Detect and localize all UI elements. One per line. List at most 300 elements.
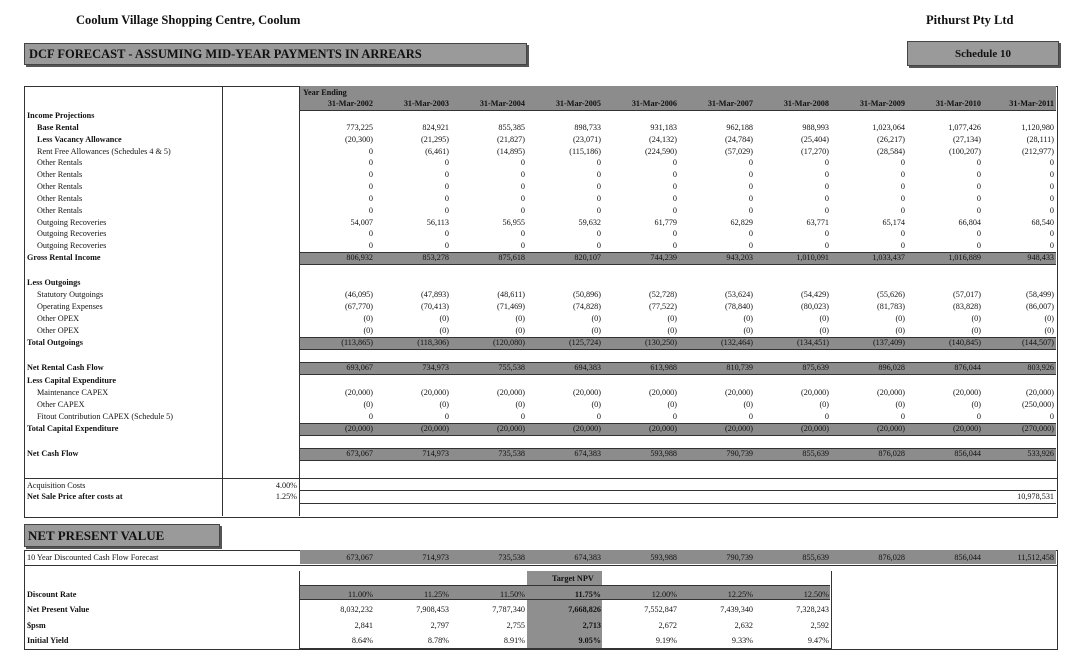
row-label: Outgoing Recoveries	[37, 229, 107, 238]
cell-value: (212,977)	[1021, 147, 1054, 156]
cell-value: 0	[824, 182, 829, 191]
cell-value: 855,639	[802, 449, 829, 458]
cell-value: (0)	[439, 314, 449, 323]
npv-value: 7,787,340	[492, 605, 525, 614]
npv-value: 11.50%	[500, 590, 525, 599]
row-label: Net Cash Flow	[27, 449, 79, 458]
cell-value: 0	[976, 241, 981, 250]
cell-value: 0	[900, 194, 905, 203]
cell-value: (0)	[667, 314, 677, 323]
cell-value: 875,618	[498, 253, 525, 262]
cell-value: (100,207)	[948, 147, 981, 156]
cell-value: (0)	[895, 314, 905, 323]
cell-value: (20,000)	[497, 424, 525, 433]
cell-value: (20,000)	[649, 424, 677, 433]
year-header: 31-Mar-2005	[555, 99, 601, 108]
cell-value: 0	[748, 412, 753, 421]
cell-value: (48,611)	[497, 290, 525, 299]
cell-value: 56,955	[502, 218, 525, 227]
document-title: Coolum Village Shopping Centre, Coolum	[76, 13, 301, 27]
cell-value: 66,804	[958, 218, 981, 227]
cell-value: (74,828)	[573, 302, 601, 311]
cell-value: 0	[824, 206, 829, 215]
cell-value: 0	[444, 158, 449, 167]
cell-value: (67,770)	[345, 302, 373, 311]
cell-value: (83,828)	[953, 302, 981, 311]
cell-value: 820,107	[574, 253, 601, 262]
cell-value: (20,000)	[421, 388, 449, 397]
cell-value: (0)	[971, 400, 981, 409]
cell-value: (140,845)	[948, 338, 981, 347]
cell-value: 0	[1049, 170, 1054, 179]
year-header: 31-Mar-2009	[859, 99, 905, 108]
cell-value: 0	[520, 182, 525, 191]
cell-value: (24,784)	[725, 135, 753, 144]
npv-value: 9.33%	[731, 636, 753, 645]
cell-value: 0	[748, 182, 753, 191]
forecast-value: 673,067	[346, 553, 373, 562]
cell-value: (52,728)	[649, 290, 677, 299]
cell-value: 1,077,426	[948, 123, 981, 132]
cell-value: (20,000)	[573, 424, 601, 433]
cell-value: (81,783)	[877, 302, 905, 311]
cell-value: 0	[824, 241, 829, 250]
cell-value: 0	[824, 412, 829, 421]
cell-value: 0	[596, 158, 601, 167]
cell-value: (21,827)	[497, 135, 525, 144]
cell-value: (24,132)	[649, 135, 677, 144]
cell-value: 0	[596, 241, 601, 250]
year-header: 31-Mar-2006	[631, 99, 677, 108]
cell-value: (115,186)	[569, 147, 601, 156]
cell-value: (20,000)	[421, 424, 449, 433]
cell-value: 673,067	[346, 449, 373, 458]
forecast-value: 11,512,458	[1017, 553, 1054, 562]
cell-value: 0	[672, 241, 677, 250]
cell-value: 0	[672, 412, 677, 421]
cell-value: 755,538	[498, 363, 525, 372]
year-header: 31-Mar-2007	[707, 99, 753, 108]
cell-value: 810,739	[726, 363, 753, 372]
npv-value: 11.00%	[348, 590, 373, 599]
cell-value: (144,507)	[1021, 338, 1054, 347]
cell-value: 0	[368, 241, 373, 250]
npv-value: 8.91%	[503, 636, 525, 645]
forecast-value: 674,383	[574, 553, 601, 562]
cell-value: 59,632	[578, 218, 601, 227]
row-label: Other Rentals	[37, 170, 83, 179]
cell-value: 931,183	[650, 123, 677, 132]
cell-value: 0	[748, 170, 753, 179]
cell-value: 1,120,980	[1021, 123, 1054, 132]
cell-value: (0)	[515, 400, 525, 409]
schedule-badge: Schedule 10	[907, 41, 1059, 66]
cell-value: (28,584)	[877, 147, 905, 156]
cell-value: (0)	[971, 326, 981, 335]
cell-value: 0	[368, 158, 373, 167]
cell-value: 855,385	[498, 123, 525, 132]
cell-value: 0	[368, 206, 373, 215]
cell-value: 0	[444, 182, 449, 191]
acq-divider	[24, 478, 1058, 479]
row-label: Other Rentals	[37, 194, 83, 203]
npv-value: 12.00%	[651, 590, 677, 599]
cell-value: 0	[672, 170, 677, 179]
cell-value: (46,095)	[345, 290, 373, 299]
row-label: Less Vacancy Allowance	[37, 135, 122, 144]
cell-value: 533,926	[1027, 449, 1054, 458]
row-label: Gross Rental Income	[27, 253, 101, 262]
npv-value: 2,841	[354, 621, 373, 630]
cell-value: 0	[672, 194, 677, 203]
sale-divider	[299, 490, 1056, 491]
target-npv-label: Target NPV	[552, 574, 594, 583]
acquisition-label: Acquisition Costs	[27, 481, 86, 490]
row-label: Other OPEX	[37, 326, 80, 335]
cell-value: (0)	[591, 314, 601, 323]
cell-value: (20,000)	[877, 388, 905, 397]
cell-value: 0	[1049, 229, 1054, 238]
cell-value: (0)	[439, 400, 449, 409]
cell-value: 0	[748, 206, 753, 215]
cell-value: (55,626)	[877, 290, 905, 299]
row-label: Fitout Contribution CAPEX (Schedule 5)	[37, 412, 174, 421]
row-label: Operating Expenses	[37, 302, 103, 311]
cell-value: (70,413)	[421, 302, 449, 311]
cell-value: (20,000)	[573, 388, 601, 397]
npv-value: 9.47%	[807, 636, 829, 645]
cell-value: 0	[900, 206, 905, 215]
cell-value: 0	[976, 158, 981, 167]
cell-value: 0	[1049, 158, 1054, 167]
cell-value: 1,023,064	[872, 123, 905, 132]
npv-value: 7,668,826	[568, 605, 601, 614]
cell-value: (58,499)	[1026, 290, 1054, 299]
row-label: Rent Free Allowances (Schedules 4 & 5)	[37, 147, 171, 156]
cell-value: 0	[900, 182, 905, 191]
cell-value: 0	[900, 158, 905, 167]
cell-value: 962,188	[726, 123, 753, 132]
npv-row-label: Net Present Value	[27, 605, 90, 614]
cell-value: 0	[1049, 194, 1054, 203]
cell-value: 0	[368, 170, 373, 179]
npv-value: 2,592	[810, 621, 829, 630]
cell-value: (27,134)	[953, 135, 981, 144]
cell-value: (0)	[971, 314, 981, 323]
cell-value: 54,007	[350, 218, 373, 227]
cell-value: 0	[748, 158, 753, 167]
cell-value: 0	[976, 229, 981, 238]
cell-value: 943,203	[726, 253, 753, 262]
cell-value: 0	[976, 194, 981, 203]
cell-value: (20,000)	[725, 424, 753, 433]
row-label: Less Outgoings	[27, 278, 81, 287]
cell-value: 0	[900, 241, 905, 250]
npv-value: 2,672	[658, 621, 677, 630]
cell-value: 0	[824, 194, 829, 203]
cell-value: (57,017)	[953, 290, 981, 299]
cell-value: 56,113	[426, 218, 449, 227]
forecast-value: 593,988	[650, 553, 677, 562]
year-ending-label: Year Ending	[303, 88, 347, 97]
cell-value: 806,932	[346, 253, 373, 262]
year-header: 31-Mar-2003	[403, 99, 449, 108]
npv-value: 11.75%	[574, 590, 601, 599]
npv-value: 12.50%	[803, 590, 829, 599]
cell-value: (20,000)	[725, 388, 753, 397]
net-sale-rate: 1.25%	[275, 492, 297, 501]
cell-value: (20,000)	[953, 424, 981, 433]
cell-value: (53,624)	[725, 290, 753, 299]
row-label: Statutory Outgoings	[37, 290, 104, 299]
cell-value: (125,724)	[568, 338, 601, 347]
cell-value: 694,383	[574, 363, 601, 372]
cell-value: (20,000)	[345, 424, 373, 433]
cell-value: (0)	[743, 400, 753, 409]
cell-value: (0)	[819, 400, 829, 409]
npv-banner: NET PRESENT VALUE	[24, 524, 220, 547]
cell-value: 0	[748, 229, 753, 238]
cell-value: 0	[824, 229, 829, 238]
cell-value: 0	[368, 182, 373, 191]
year-header: 31-Mar-2010	[935, 99, 981, 108]
cell-value: (20,000)	[801, 424, 829, 433]
cell-value: 824,921	[422, 123, 449, 132]
cell-value: 0	[1049, 241, 1054, 250]
row-label: Less Capital Expenditure	[27, 376, 117, 385]
row-label: Outgoing Recoveries	[37, 241, 107, 250]
row-label: Total Outgoings	[27, 338, 83, 347]
forecast-value: 855,639	[802, 553, 829, 562]
cell-value: (25,404)	[801, 135, 829, 144]
cell-value: (26,217)	[877, 135, 905, 144]
cell-value: 0	[444, 412, 449, 421]
npv-forecast-label: 10 Year Discounted Cash Flow Forecast	[27, 553, 159, 562]
cell-value: (0)	[1044, 326, 1054, 335]
npv-value: 2,755	[506, 621, 525, 630]
row-label: Other Rentals	[37, 182, 83, 191]
cell-value: (0)	[363, 326, 373, 335]
cell-value: 0	[520, 194, 525, 203]
cell-value: (20,000)	[497, 388, 525, 397]
npv-value: 2,797	[430, 621, 449, 630]
cell-value: 0	[824, 158, 829, 167]
cell-value: 734,973	[422, 363, 449, 372]
cell-value: (17,270)	[801, 147, 829, 156]
year-header: 31-Mar-2011	[1009, 99, 1054, 108]
cell-value: 63,771	[806, 218, 829, 227]
cell-value: (0)	[819, 314, 829, 323]
cell-value: 0	[368, 147, 373, 156]
cell-value: 61,779	[654, 218, 677, 227]
cell-value: (224,590)	[644, 147, 677, 156]
cell-value: 790,739	[726, 449, 753, 458]
cell-value: (134,451)	[796, 338, 829, 347]
cell-value: 0	[444, 241, 449, 250]
forecast-value: 876,028	[878, 553, 905, 562]
cell-value: 0	[824, 170, 829, 179]
cell-value: (57,029)	[725, 147, 753, 156]
cell-value: 0	[520, 241, 525, 250]
cell-value: (78,840)	[725, 302, 753, 311]
cell-value: 0	[596, 412, 601, 421]
cell-value: 62,829	[730, 218, 753, 227]
cell-value: 1,033,437	[872, 253, 905, 262]
year-header: 31-Mar-2002	[327, 99, 373, 108]
cell-value: 674,383	[574, 449, 601, 458]
npv-value: 9.05%	[578, 636, 601, 645]
cell-value: (250,000)	[1021, 400, 1054, 409]
cell-value: (20,000)	[1026, 388, 1054, 397]
cell-value: 0	[520, 229, 525, 238]
cell-value: 875,639	[802, 363, 829, 372]
cell-value: (20,000)	[649, 388, 677, 397]
cell-value: (0)	[363, 400, 373, 409]
forecast-value: 790,739	[726, 553, 753, 562]
cell-value: (20,000)	[877, 424, 905, 433]
npv-value: 12.25%	[727, 590, 753, 599]
npv-value: 11.25%	[424, 590, 449, 599]
npv-row-label: Discount Rate	[27, 590, 77, 599]
cell-value: (71,469)	[497, 302, 525, 311]
row-label: Maintenance CAPEX	[37, 388, 109, 397]
year-header: 31-Mar-2004	[479, 99, 525, 108]
cell-value: 714,973	[422, 449, 449, 458]
cell-value: 735,538	[498, 449, 525, 458]
cell-value: 65,174	[882, 218, 905, 227]
npv-value: 2,713	[582, 621, 601, 630]
npv-row-label: Initial Yield	[27, 636, 69, 645]
year-header: 31-Mar-2008	[783, 99, 829, 108]
cell-value: 0	[976, 412, 981, 421]
cell-value: 68,540	[1031, 218, 1054, 227]
cell-value: (86,007)	[1026, 302, 1054, 311]
cell-value: 0	[976, 182, 981, 191]
cell-value: (47,893)	[421, 290, 449, 299]
cell-value: 876,044	[954, 363, 981, 372]
cell-value: (6,461)	[425, 147, 449, 156]
cell-value: 0	[900, 170, 905, 179]
net-sale-value: 10,978,531	[1017, 492, 1054, 501]
cell-value: (28,111)	[1026, 135, 1054, 144]
cell-value: (20,000)	[345, 388, 373, 397]
net-sale-label: Net Sale Price after costs at	[27, 492, 123, 501]
cell-value: 1,010,091	[796, 253, 829, 262]
row-label: Other CAPEX	[37, 400, 85, 409]
cell-value: (270,000)	[1021, 424, 1054, 433]
cell-value: (20,300)	[345, 135, 373, 144]
cell-value: (50,896)	[573, 290, 601, 299]
cell-value: (0)	[819, 326, 829, 335]
cell-value: 803,926	[1027, 363, 1054, 372]
cell-value: (20,000)	[801, 388, 829, 397]
sale-bottom-divider	[299, 503, 1056, 504]
npv-value: 8.64%	[351, 636, 373, 645]
npv-value: 7,439,340	[720, 605, 753, 614]
cell-value: 0	[368, 229, 373, 238]
label-column-divider	[222, 86, 223, 516]
row-label: Total Capital Expenditure	[27, 424, 119, 433]
cell-value: 613,988	[650, 363, 677, 372]
cell-value: 0	[444, 194, 449, 203]
cell-value: (0)	[515, 326, 525, 335]
cell-value: 0	[748, 194, 753, 203]
npv-value: 2,632	[734, 621, 753, 630]
cell-value: 856,044	[954, 449, 981, 458]
cell-value: 0	[1049, 206, 1054, 215]
cell-value: (118,306)	[417, 338, 449, 347]
npv-value: 7,908,453	[416, 605, 449, 614]
cell-value: 0	[596, 206, 601, 215]
cell-value: (14,895)	[497, 147, 525, 156]
cell-value: (23,071)	[573, 135, 601, 144]
cell-value: 0	[596, 194, 601, 203]
npv-value: 8.78%	[427, 636, 449, 645]
cell-value: 0	[596, 229, 601, 238]
cell-value: (132,464)	[720, 338, 753, 347]
cell-value: (0)	[743, 314, 753, 323]
npv-value: 7,328,243	[796, 605, 829, 614]
cell-value: 0	[520, 412, 525, 421]
cell-value: 0	[748, 241, 753, 250]
npv-forecast-divider	[24, 565, 1058, 566]
cell-value: (0)	[895, 400, 905, 409]
npv-row-label: $psm	[27, 621, 46, 630]
cell-value: 0	[1049, 182, 1054, 191]
cell-value: (54,429)	[801, 290, 829, 299]
cell-value: 896,028	[878, 363, 905, 372]
cell-value: 0	[672, 229, 677, 238]
cell-value: 0	[520, 170, 525, 179]
cell-value: 773,225	[346, 123, 373, 132]
cell-value: 0	[444, 229, 449, 238]
forecast-value: 856,044	[954, 553, 981, 562]
cell-value: 0	[976, 206, 981, 215]
cell-value: (21,295)	[421, 135, 449, 144]
cell-value: 0	[444, 170, 449, 179]
npv-value: 9.19%	[655, 636, 677, 645]
acquisition-rate: 4.00%	[275, 481, 297, 490]
row-label: Income Projections	[27, 111, 95, 120]
cell-value: 0	[368, 194, 373, 203]
cell-value: (20,000)	[953, 388, 981, 397]
forecast-value: 735,538	[498, 553, 525, 562]
dcf-banner: DCF FORECAST - ASSUMING MID-YEAR PAYMENTS IN ARREARS	[24, 43, 527, 65]
cell-value: 0	[900, 229, 905, 238]
cell-value: (0)	[591, 400, 601, 409]
cell-value: 593,988	[650, 449, 677, 458]
cell-value: (80,023)	[801, 302, 829, 311]
cell-value: 744,239	[650, 253, 677, 262]
cell-value: 0	[596, 182, 601, 191]
cell-value: (0)	[363, 314, 373, 323]
row-label: Other Rentals	[37, 206, 83, 215]
company-name: Pithurst Pty Ltd	[926, 13, 1014, 27]
cell-value: (0)	[743, 326, 753, 335]
row-label: Other Rentals	[37, 158, 83, 167]
cell-value: (0)	[667, 326, 677, 335]
cell-value: 0	[672, 182, 677, 191]
cell-value: 0	[520, 158, 525, 167]
cell-value: 0	[596, 170, 601, 179]
row-label: Base Rental	[37, 123, 79, 132]
cell-value: 0	[976, 170, 981, 179]
cell-value: 693,067	[346, 363, 373, 372]
cell-value: (0)	[515, 314, 525, 323]
cell-value: 0	[444, 206, 449, 215]
cell-value: 853,278	[422, 253, 449, 262]
cell-value: 0	[672, 158, 677, 167]
